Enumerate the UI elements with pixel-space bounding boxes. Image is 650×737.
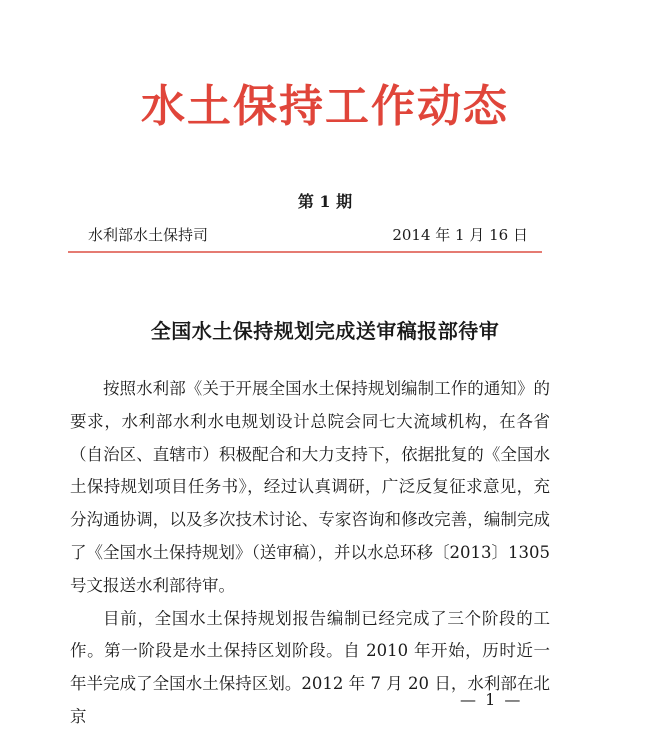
issue-number: 第 1 期 (297, 192, 353, 211)
issuing-organization: 水利部水土保持司 (88, 226, 209, 244)
issue-date: 2014 年 1 月 16 日 (392, 226, 528, 244)
page-number: — 1 — (460, 690, 523, 709)
red-divider (68, 251, 542, 253)
article-title: 全国水土保持规划完成送审稿报部待审 (150, 319, 500, 343)
paragraph-1: 按照水利部《关于开展全国水土保持规划编制工作的通知》的要求，水利部水利水电规划设计总院会同七大流域机构，在各省（自治区、直辖市）积极配合和大力支持下，依据批复的《全国水土保持规划项目任务书》，经过认真调研，广泛反复征求意见，充分沟通协调，以及多次技术讨论、专家咨询和修改完善，编制完成了《全国水土保持规划》（送审稿），并以水总环移〔2013〕1305 号文报送水利部待审。 (70, 379, 550, 595)
paragraph-2: 目前，全国水土保持规划报告编制已经完成了三个阶段的工作。第一阶段是水土保持区划阶段。自 2010 年开始，历时近一年半完成了全国水土保持区划。2012 年 7 月 20 日，水利部在北京 (70, 608, 550, 726)
masthead-title: 水土保持工作动态 (141, 81, 509, 132)
article-body (70, 373, 550, 734)
